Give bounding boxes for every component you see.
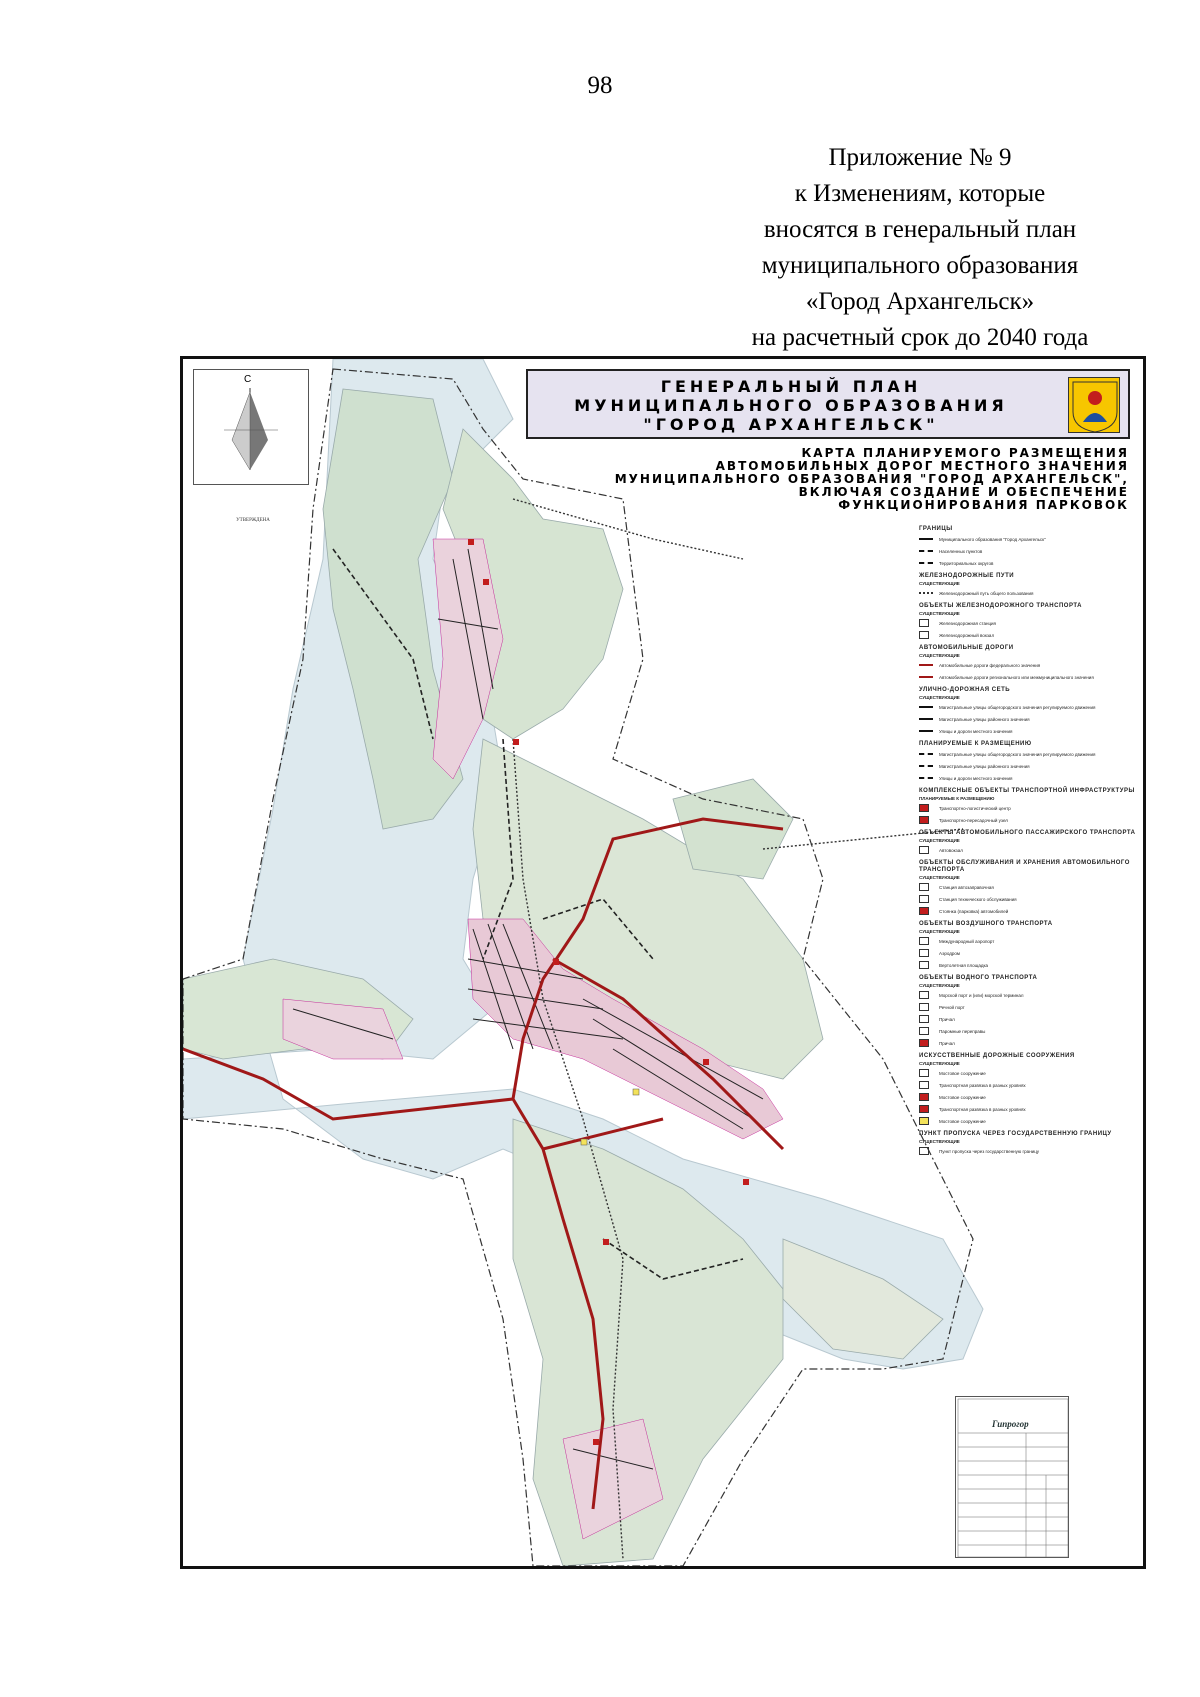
legend-row xyxy=(919,760,1145,772)
legend-symbol-icon xyxy=(919,949,929,957)
north-letter: С xyxy=(244,374,252,385)
legend-label: Причал xyxy=(939,1016,955,1022)
appendix-line: «Город Архангельск» xyxy=(805,288,1035,315)
legend-symbol-icon xyxy=(919,907,929,915)
legend-section-title: УЛИЧНО-ДОРОЖНАЯ СЕТЬ xyxy=(919,687,1011,693)
legend-section-title: ГРАНИЦЫ xyxy=(919,526,953,532)
legend-subsection: СУЩЕСТВУЮЩИЕ xyxy=(919,875,960,880)
legend-row xyxy=(919,844,1145,856)
legend-row xyxy=(919,1013,1145,1025)
legend-label: Стоянка (парковка) автомобилей xyxy=(939,908,1009,914)
legend-row xyxy=(919,893,1145,905)
legend-subsection: СУЩЕСТВУЮЩИЕ xyxy=(919,1139,960,1144)
legend-label: Магистральные улицы общегородского значения регулируемого движения xyxy=(939,704,1096,710)
appendix-line: на расчетный срок до 2040 года xyxy=(751,324,1089,351)
legend-section-title: ОБЪЕКТЫ ВОДНОГО ТРАНСПОРТА xyxy=(919,975,1038,981)
legend-row xyxy=(919,772,1145,784)
legend-label: Транспортно-логистический центр xyxy=(939,805,1011,811)
appendix-line: Приложение № 9 xyxy=(828,144,1012,171)
legend-label: Мостовое сооружение xyxy=(939,1070,986,1076)
legend-subsection: СУЩЕСТВУЮЩИЕ xyxy=(919,611,960,616)
legend-symbol-icon xyxy=(919,1027,929,1035)
legend-row xyxy=(919,1001,1145,1013)
legend-label: Автомобильные дороги федерального значения xyxy=(939,662,1041,668)
legend-section-title: ОБЪЕКТЫ АВТОМОБИЛЬНОГО ПАССАЖИРСКОГО ТРАНСПОРТА xyxy=(919,830,1136,836)
legend-row xyxy=(919,1025,1145,1037)
legend-symbol-icon xyxy=(919,559,933,567)
legend-row xyxy=(919,557,1145,569)
map-title-box xyxy=(526,369,1130,439)
legend-label: Населенных пунктов xyxy=(939,548,983,554)
legend-label: Магистральные улицы общегородского значения регулируемого движения xyxy=(939,751,1096,757)
map-legend xyxy=(919,522,1145,1157)
legend-symbol-icon xyxy=(919,846,929,854)
legend-label: Аэродром xyxy=(939,950,961,956)
legend-row xyxy=(919,671,1145,683)
legend-label: Железнодорожный вокзал xyxy=(939,632,995,638)
legend-section-title: ОБЪЕКТЫ ВОЗДУШНОГО ТРАНСПОРТА xyxy=(919,921,1053,927)
legend-symbol-icon xyxy=(919,673,933,681)
legend-label: Магистральные улицы районного значения xyxy=(939,716,1030,722)
legend-section-title: ПУНКТ ПРОПУСКА ЧЕРЕЗ ГОСУДАРСТВЕННУЮ ГРАНИЦУ xyxy=(919,1131,1112,1137)
legend-section-title: ПЛАНИРУЕМЫЕ К РАЗМЕЩЕНИЮ xyxy=(919,741,1032,747)
legend-row xyxy=(919,1103,1145,1115)
north-arrow xyxy=(193,369,309,485)
legend-symbol-icon xyxy=(919,1147,929,1155)
legend-label: Паромные переправы xyxy=(939,1028,986,1034)
legend-symbol-icon xyxy=(919,961,929,969)
legend-symbol-icon xyxy=(919,883,929,891)
legend-label: Железнодорожная станция xyxy=(939,620,996,626)
legend-row xyxy=(919,1145,1145,1157)
legend-label: Станция автозаправочная xyxy=(939,884,994,890)
legend-label: Улицы и дороги местного значения xyxy=(939,728,1013,734)
legend-symbol-icon xyxy=(919,774,933,782)
legend-symbol-icon xyxy=(919,703,933,711)
legend-row xyxy=(919,659,1145,671)
legend-label: Территориальных округов xyxy=(939,560,994,566)
map-title-line: ГЕНЕРАЛЬНЫЙ ПЛАН xyxy=(660,377,922,396)
legend-symbol-icon xyxy=(919,631,929,639)
legend-label: Транспортная развязка в разных уровнях xyxy=(939,1106,1026,1112)
approval-note: УТВЕРЖДЕНА xyxy=(236,518,270,523)
legend-label: Причал xyxy=(939,1040,955,1046)
legend-subsection: СУЩЕСТВУЮЩИЕ xyxy=(919,695,960,700)
legend-row xyxy=(919,713,1145,725)
legend-symbol-icon xyxy=(919,727,933,735)
map-subtitle xyxy=(543,447,1129,512)
legend-row xyxy=(919,545,1145,557)
legend-row xyxy=(919,802,1145,814)
legend-label: Автомобильные дороги регионального или межмуниципального значения xyxy=(939,674,1094,680)
legend-subsection: СУЩЕСТВУЮЩИЕ xyxy=(919,653,960,658)
legend-label: Станция технического обслуживания xyxy=(939,896,1017,902)
legend-label: Транспортно-пересадочный узел xyxy=(939,817,1008,823)
appendix-line: вносятся в генеральный план xyxy=(763,216,1077,243)
legend-row xyxy=(919,1115,1145,1127)
page-number: 98 xyxy=(587,72,613,99)
legend-label: Мостовое сооружение xyxy=(939,1118,986,1124)
map-subtitle-line: АВТОМОБИЛЬНЫХ ДОРОГ МЕСТНОГО ЗНАЧЕНИЯ xyxy=(715,459,1129,473)
legend-section-title: АВТОМОБИЛЬНЫЕ ДОРОГИ xyxy=(919,645,1014,651)
legend-row xyxy=(919,1067,1145,1079)
map-subtitle-line: ВКЛЮЧАЯ СОЗДАНИЕ И ОБЕСПЕЧЕНИЕ xyxy=(798,485,1129,499)
appendix-heading xyxy=(640,140,1200,356)
legend-symbol-icon xyxy=(919,762,933,770)
legend-subsection: СУЩЕСТВУЮЩИЕ xyxy=(919,929,960,934)
legend-label: Мостовое сооружение xyxy=(939,1094,986,1100)
legend-label: Улицы и дороги местного значения xyxy=(939,775,1013,781)
legend-subsection: СУЩЕСТВУЮЩИЕ xyxy=(919,1061,960,1066)
map-subtitle-line: МУНИЦИПАЛЬНОГО ОБРАЗОВАНИЯ "ГОРОД АРХАНГЕЛЬСК", xyxy=(614,472,1129,486)
legend-symbol-icon xyxy=(919,1039,929,1047)
appendix-line: муниципального образования xyxy=(761,252,1079,279)
legend-row xyxy=(919,1079,1145,1091)
legend-label: Автовокзал xyxy=(939,847,963,853)
map-title-line: МУНИЦИПАЛЬНОГО ОБРАЗОВАНИЯ xyxy=(574,396,1008,415)
legend-row xyxy=(919,587,1145,599)
legend-label: Магистральные улицы районного значения xyxy=(939,763,1030,769)
legend-symbol-icon xyxy=(919,589,933,597)
stamp-brand: Гипрогор xyxy=(992,1419,1029,1429)
legend-symbol-icon xyxy=(919,804,929,812)
legend-symbol-icon xyxy=(919,1093,929,1101)
legend-label: Муниципального образования "Город Архангельск" xyxy=(939,536,1046,542)
legend-row xyxy=(919,814,1145,826)
legend-symbol-icon xyxy=(919,1117,929,1125)
title-block-stamp xyxy=(955,1396,1069,1558)
map-subtitle-line: ФУНКЦИОНИРОВАНИЯ ПАРКОВОК xyxy=(838,498,1129,512)
legend-label: Транспортная развязка в разных уровнях xyxy=(939,1082,1026,1088)
legend-symbol-icon xyxy=(919,547,933,555)
legend-symbol-icon xyxy=(919,750,933,758)
legend-row xyxy=(919,935,1145,947)
legend-row xyxy=(919,701,1145,713)
legend-symbol-icon xyxy=(919,661,933,669)
legend-subsection: СУЩЕСТВУЮЩИЕ xyxy=(919,838,960,843)
map-subtitle-line: КАРТА ПЛАНИРУЕМОГО РАЗМЕЩЕНИЯ xyxy=(801,446,1129,460)
legend-section-title: КОМПЛЕКСНЫЕ ОБЪЕКТЫ ТРАНСПОРТНОЙ ИНФРАСТРУКТУРЫ xyxy=(919,788,1135,794)
legend-subsection: ПЛАНИРУЕМЫЕ К РАЗМЕЩЕНИЮ xyxy=(919,796,995,801)
legend-subsection: СУЩЕСТВУЮЩИЕ xyxy=(919,983,960,988)
legend-row xyxy=(919,959,1145,971)
legend-label: Пункт пропуска через государственную границу xyxy=(939,1148,1040,1154)
compass-icon xyxy=(194,370,310,486)
legend-symbol-icon xyxy=(919,535,933,543)
legend-symbol-icon xyxy=(919,991,929,999)
legend-symbol-icon xyxy=(919,1069,929,1077)
map-frame xyxy=(180,356,1146,1569)
legend-label: Международный аэропорт xyxy=(939,938,995,944)
legend-label: Морской порт и (или) морской терминал xyxy=(939,992,1024,998)
legend-row xyxy=(919,905,1145,917)
legend-label: Железнодорожный путь общего пользования xyxy=(939,590,1034,596)
legend-symbol-icon xyxy=(919,1003,929,1011)
coat-of-arms-icon xyxy=(1068,377,1120,433)
legend-row xyxy=(919,617,1145,629)
legend-symbol-icon xyxy=(919,937,929,945)
legend-section-title: ЖЕЛЕЗНОДОРОЖНЫЕ ПУТИ xyxy=(919,573,1015,579)
legend-symbol-icon xyxy=(919,1105,929,1113)
legend-symbol-icon xyxy=(919,895,929,903)
legend-symbol-icon xyxy=(919,1015,929,1023)
appendix-line: к Изменениям, которые xyxy=(794,180,1046,207)
legend-row xyxy=(919,947,1145,959)
legend-symbol-icon xyxy=(919,1081,929,1089)
legend-section-title: ИСКУССТВЕННЫЕ ДОРОЖНЫЕ СООРУЖЕНИЯ xyxy=(919,1053,1075,1059)
legend-row xyxy=(919,748,1145,760)
legend-symbol-icon xyxy=(919,715,933,723)
legend-label: Речной порт xyxy=(939,1004,965,1010)
legend-row xyxy=(919,1037,1145,1049)
legend-label: Вертолетная площадка xyxy=(939,962,989,968)
legend-row xyxy=(919,1091,1145,1103)
legend-row xyxy=(919,629,1145,641)
legend-row xyxy=(919,725,1145,737)
legend-row xyxy=(919,533,1145,545)
legend-row xyxy=(919,881,1145,893)
legend-symbol-icon xyxy=(919,816,929,824)
legend-subsection: СУЩЕСТВУЮЩИЕ xyxy=(919,581,960,586)
legend-section-title: ОБЪЕКТЫ ОБСЛУЖИВАНИЯ И ХРАНЕНИЯ АВТОМОБИЛЬНОГО ТРАНСПОРТА xyxy=(919,860,1130,873)
map-title-line: "ГОРОД АРХАНГЕЛЬСК" xyxy=(643,415,939,434)
legend-symbol-icon xyxy=(919,619,929,627)
legend-row xyxy=(919,989,1145,1001)
legend-section-title: ОБЪЕКТЫ ЖЕЛЕЗНОДОРОЖНОГО ТРАНСПОРТА xyxy=(919,603,1082,609)
